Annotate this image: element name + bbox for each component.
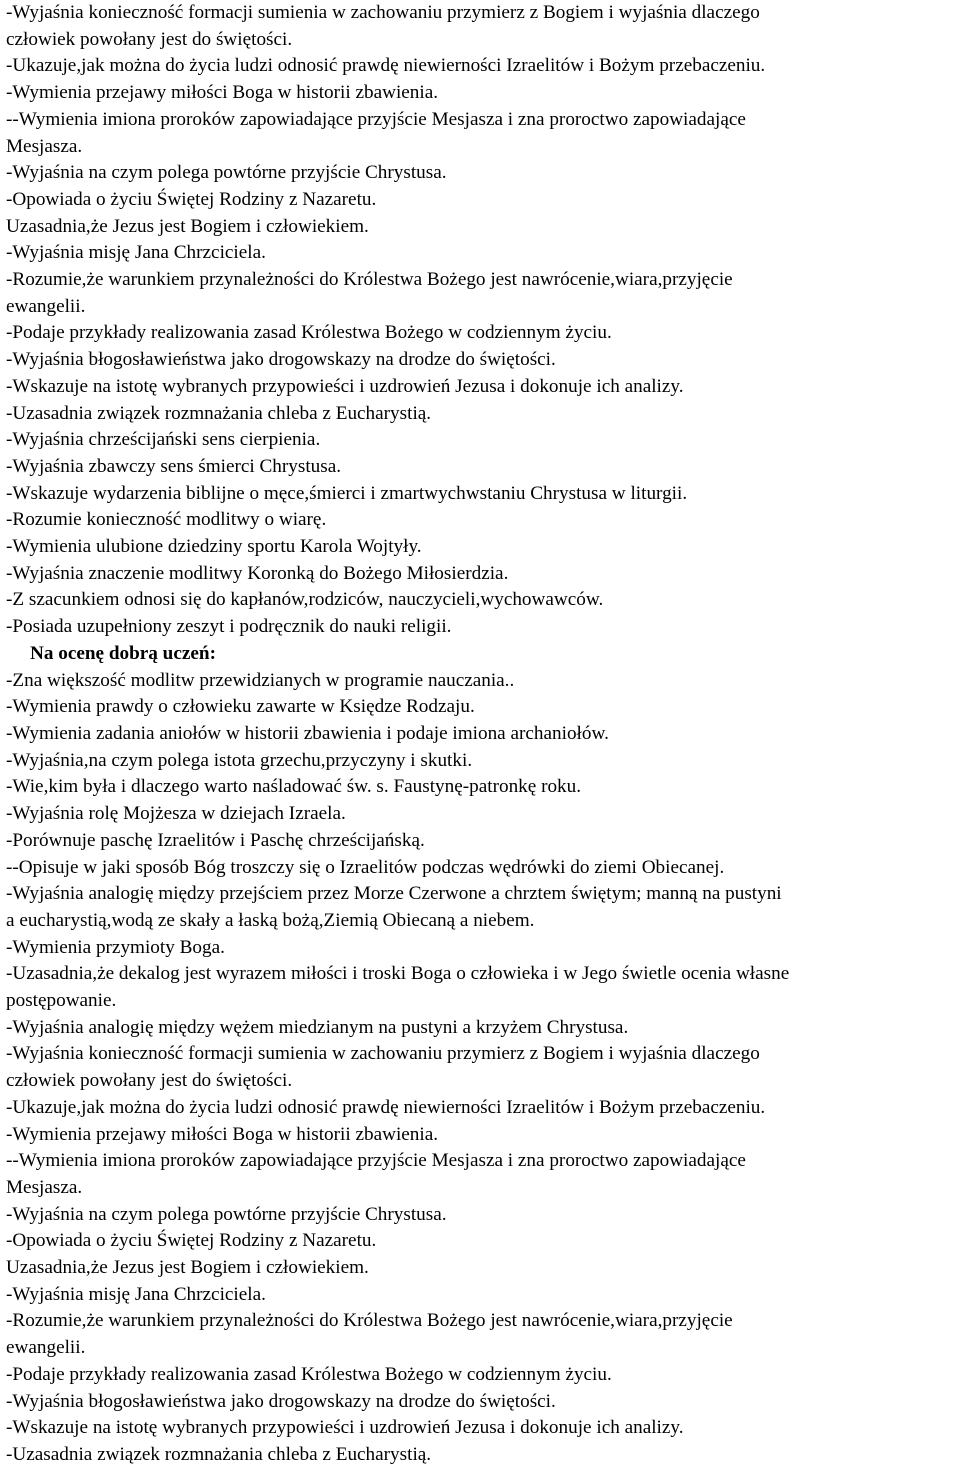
text-line: Uzasadnia,że Jezus jest Bogiem i człowiekiem. xyxy=(6,215,369,237)
text-line: -Wyjaśnia znaczenie modlitwy Koronką do Bożego Miłosierdzia. xyxy=(6,562,509,584)
text-line: -Wymienia zadania aniołów w historii zbawienia i podaje imiona archaniołów. xyxy=(6,722,609,744)
text-line: -Wyjaśnia misję Jana Chrzciciela. xyxy=(6,242,266,264)
requirements-list-good-grade xyxy=(6,668,960,1469)
text-line: -Wyjaśnia,na czym polega istota grzechu,przyczyny i skutki. xyxy=(6,749,473,771)
text-line: -Wymienia przymioty Boga. xyxy=(6,936,225,958)
text-line: -Wymienia przejawy miłości Boga w historii zbawienia. xyxy=(6,1123,439,1145)
text-line: -Z szacunkiem odnosi się do kapłanów,rodziców, nauczycieli,wychowawców. xyxy=(6,589,604,611)
text-line: -Wyjaśnia rolę Mojżesza w dziejach Izraela. xyxy=(6,803,346,825)
text-line: -Uzasadnia związek rozmnażania chleba z Eucharystią. xyxy=(6,402,432,424)
text-line: -Wyjaśnia błogosławieństwa jako drogowskazy na drodze do świętości. xyxy=(6,349,556,371)
text-line: -Rozumie,że warunkiem przynależności do Królestwa Bożego jest nawrócenie,wiara,przyjęcie xyxy=(6,1310,733,1332)
text-line: -Rozumie konieczność modlitwy o wiarę. xyxy=(6,509,327,531)
text-line: -Ukazuje,jak można do życia ludzi odnosić prawdę niewierności Izraelitów i Bożym przebaczeniu. xyxy=(6,1096,766,1118)
text-line: -Wyjaśnia misję Jana Chrzciciela. xyxy=(6,1283,266,1305)
text-line: -Ukazuje,jak można do życia ludzi odnosić prawdę niewierności Izraelitów i Bożym przebaczeniu. xyxy=(6,55,766,77)
text-line: -Wyjaśnia na czym polega powtórne przyjście Chrystusa. xyxy=(6,162,447,184)
text-line: -Wyjaśnia na czym polega powtórne przyjście Chrystusa. xyxy=(6,1203,447,1225)
text-line: -Uzasadnia,że dekalog jest wyrazem miłości i troski Boga o człowieka i w Jego świetle ocenia własne xyxy=(6,963,790,985)
text-line: człowiek powołany jest do świętości. xyxy=(6,1070,293,1092)
text-line: -Wyjaśnia błogosławieństwa jako drogowskazy na drodze do świętości. xyxy=(6,1390,556,1412)
text-line: -Uzasadnia związek rozmnażania chleba z Eucharystią. xyxy=(6,1443,432,1465)
text-line: --Wymienia imiona proroków zapowiadające przyjście Mesjasza i zna proroctwo zapowiadające xyxy=(6,108,746,130)
text-line: -Wyjaśnia chrześcijański sens cierpienia. xyxy=(6,429,321,451)
text-line: --Opisuje w jaki sposób Bóg troszczy się o Izraelitów podczas wędrówki do ziemi Obiecanej. xyxy=(6,856,725,878)
text-line: ewangelii. xyxy=(6,1337,86,1359)
text-line: -Wie,kim była i dlaczego warto naśladować św. s. Faustynę-patronkę roku. xyxy=(6,776,582,798)
text-line: -Podaje przykłady realizowania zasad Królestwa Bożego w codziennym życiu. xyxy=(6,1363,612,1385)
text-line: -Wyjaśnia konieczność formacji sumienia w zachowaniu przymierz z Bogiem i wyjaśnia dlaczego xyxy=(6,1043,760,1065)
grade-heading: Na ocenę dobrą uczeń: xyxy=(6,642,216,664)
text-line: człowiek powołany jest do świętości. xyxy=(6,28,293,50)
text-line: -Wymienia prawdy o człowieku zawarte w Księdze Rodzaju. xyxy=(6,696,475,718)
text-line: --Wymienia imiona proroków zapowiadające przyjście Mesjasza i zna proroctwo zapowiadające xyxy=(6,1150,746,1172)
text-line: -Wskazuje wydarzenia biblijne o męce,śmierci i zmartwychwstaniu Chrystusa w liturgii. xyxy=(6,482,688,504)
text-line: -Wymienia ulubione dziedziny sportu Karola Wojtyły. xyxy=(6,536,422,558)
text-line: postępowanie. xyxy=(6,990,117,1012)
text-line: -Rozumie,że warunkiem przynależności do Królestwa Bożego jest nawrócenie,wiara,przyjęcie xyxy=(6,269,733,291)
text-line: Mesjasza. xyxy=(6,135,83,157)
text-line: -Opowiada o życiu Świętej Rodziny z Nazaretu. xyxy=(6,188,377,210)
text-line: -Posiada uzupełniony zeszyt i podręcznik do nauki religii. xyxy=(6,616,452,638)
text-line: -Wymienia przejawy miłości Boga w historii zbawienia. xyxy=(6,82,439,104)
text-line: Mesjasza. xyxy=(6,1176,83,1198)
text-line: -Zna większość modlitw przewidzianych w programie nauczania.. xyxy=(6,669,515,691)
text-line: -Podaje przykłady realizowania zasad Królestwa Bożego w codziennym życiu. xyxy=(6,322,612,344)
text-line: -Wyjaśnia konieczność formacji sumienia w zachowaniu przymierz z Bogiem i wyjaśnia dlaczego xyxy=(6,2,760,23)
text-line: -Wyjaśnia zbawczy sens śmierci Chrystusa. xyxy=(6,455,342,477)
text-line: -Wskazuje na istotę wybranych przypowieści i uzdrowień Jezusa i dokonuje ich analizy. xyxy=(6,1417,684,1439)
requirements-list-upper xyxy=(6,0,960,641)
text-line: a eucharystią,wodą ze skały a łaską bożą,Ziemią Obiecaną a niebem. xyxy=(6,909,535,931)
text-line: -Wskazuje na istotę wybranych przypowieści i uzdrowień Jezusa i dokonuje ich analizy. xyxy=(6,375,684,397)
text-line: -Wyjaśnia analogię między przejściem przez Morze Czerwone a chrztem świętym; manną na pustyni xyxy=(6,883,782,905)
text-line: -Porównuje paschę Izraelitów i Paschę chrześcijańską. xyxy=(6,829,425,851)
text-line: -Wyjaśnia analogię między wężem miedzianym na pustyni a krzyżem Chrystusa. xyxy=(6,1016,629,1038)
text-line: ewangelii. xyxy=(6,295,86,317)
text-line: Uzasadnia,że Jezus jest Bogiem i człowiekiem. xyxy=(6,1257,369,1279)
text-line: -Opowiada o życiu Świętej Rodziny z Nazaretu. xyxy=(6,1230,377,1252)
